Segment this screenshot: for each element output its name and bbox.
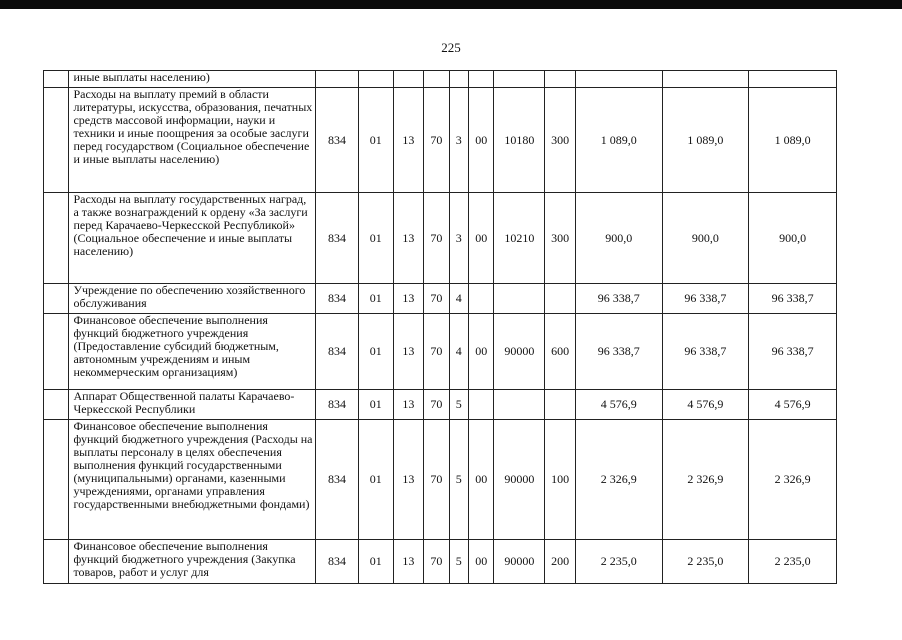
subsection-code: 13 bbox=[393, 284, 424, 314]
row-index-cell bbox=[44, 88, 69, 193]
program-code: 70 bbox=[424, 314, 449, 390]
subsection-code: 13 bbox=[393, 88, 424, 193]
expense-type-code: 100 bbox=[545, 420, 576, 540]
subsection-code: 13 bbox=[393, 420, 424, 540]
table-row bbox=[44, 88, 837, 193]
expense-type-code: 300 bbox=[545, 88, 576, 193]
scan-top-border bbox=[0, 0, 902, 9]
expense-name: Расходы на выплату премий в области литературы, искусства, образования, печатных средств массовой информации, науки и техники и иные поощрения за особые заслуги перед государством (Социальное обеспечение и иные выплаты населению) bbox=[69, 88, 316, 193]
expense-name: Расходы на выплату государственных наград, а также вознаграждений к ордену «За заслуги перед Карачаево-Черкесской Республикой» (Социальное обеспечение и иные выплаты населению) bbox=[69, 193, 316, 284]
subprogram-code: 5 bbox=[449, 390, 468, 420]
expense-name: Финансовое обеспечение выполнения функций бюджетного учреждения (Расходы на выплаты персоналу в целях обеспечения выполнения функций государственными (муниципальными) органами, казенными учреждениями, органами управления государственными внебюджетными фондами) bbox=[69, 420, 316, 540]
subprogram-code: 4 bbox=[449, 284, 468, 314]
row-index-cell bbox=[44, 540, 69, 584]
ministry-code: 834 bbox=[316, 390, 359, 420]
amount-year-3: 96 338,7 bbox=[749, 284, 837, 314]
amount-year-1: 96 338,7 bbox=[575, 314, 662, 390]
amount-year-2: 2 326,9 bbox=[662, 420, 749, 540]
row-index-cell bbox=[44, 420, 69, 540]
row-index-cell bbox=[44, 284, 69, 314]
subprogram-code: 4 bbox=[449, 314, 468, 390]
amount-year-3: 1 089,0 bbox=[749, 88, 837, 193]
activity-code: 00 bbox=[468, 314, 493, 390]
activity-code: 00 bbox=[468, 420, 493, 540]
subsection-code bbox=[393, 71, 424, 88]
program-code: 70 bbox=[424, 284, 449, 314]
section-code: 01 bbox=[358, 314, 393, 390]
activity-code: 00 bbox=[468, 540, 493, 584]
section-code: 01 bbox=[358, 390, 393, 420]
program-code: 70 bbox=[424, 88, 449, 193]
budget-table bbox=[43, 70, 837, 584]
amount-year-1 bbox=[575, 71, 662, 88]
program-code: 70 bbox=[424, 540, 449, 584]
section-code: 01 bbox=[358, 420, 393, 540]
ministry-code: 834 bbox=[316, 540, 359, 584]
table-row bbox=[44, 390, 837, 420]
subsection-code: 13 bbox=[393, 540, 424, 584]
activity-code bbox=[468, 284, 493, 314]
table-row bbox=[44, 71, 837, 88]
section-code: 01 bbox=[358, 88, 393, 193]
table-row bbox=[44, 420, 837, 540]
direction-code bbox=[494, 71, 545, 88]
program-code: 70 bbox=[424, 390, 449, 420]
amount-year-2: 2 235,0 bbox=[662, 540, 749, 584]
program-code: 70 bbox=[424, 420, 449, 540]
direction-code: 90000 bbox=[494, 314, 545, 390]
amount-year-1: 2 235,0 bbox=[575, 540, 662, 584]
ministry-code: 834 bbox=[316, 193, 359, 284]
expense-name: Финансовое обеспечение выполнения функций бюджетного учреждения (Закупка товаров, работ и услуг для bbox=[69, 540, 316, 584]
subprogram-code: 5 bbox=[449, 540, 468, 584]
expense-name: иные выплаты населению) bbox=[69, 71, 316, 88]
program-code: 70 bbox=[424, 193, 449, 284]
activity-code: 00 bbox=[468, 193, 493, 284]
subprogram-code bbox=[449, 71, 468, 88]
subsection-code: 13 bbox=[393, 390, 424, 420]
expense-type-code bbox=[545, 390, 576, 420]
section-code: 01 bbox=[358, 284, 393, 314]
direction-code bbox=[494, 390, 545, 420]
direction-code: 90000 bbox=[494, 540, 545, 584]
amount-year-1: 1 089,0 bbox=[575, 88, 662, 193]
table-row bbox=[44, 540, 837, 584]
activity-code bbox=[468, 390, 493, 420]
program-code bbox=[424, 71, 449, 88]
page-number: 225 bbox=[441, 40, 461, 55]
amount-year-2 bbox=[662, 71, 749, 88]
amount-year-2: 96 338,7 bbox=[662, 284, 749, 314]
expense-type-code bbox=[545, 284, 576, 314]
ministry-code bbox=[316, 71, 359, 88]
amount-year-2: 4 576,9 bbox=[662, 390, 749, 420]
ministry-code: 834 bbox=[316, 420, 359, 540]
amount-year-3: 900,0 bbox=[749, 193, 837, 284]
subsection-code: 13 bbox=[393, 193, 424, 284]
section-code: 01 bbox=[358, 193, 393, 284]
amount-year-2: 96 338,7 bbox=[662, 314, 749, 390]
expense-type-code bbox=[545, 71, 576, 88]
amount-year-1: 4 576,9 bbox=[575, 390, 662, 420]
direction-code: 90000 bbox=[494, 420, 545, 540]
amount-year-3: 96 338,7 bbox=[749, 314, 837, 390]
table-row bbox=[44, 284, 837, 314]
direction-code: 10180 bbox=[494, 88, 545, 193]
amount-year-3 bbox=[749, 71, 837, 88]
amount-year-1: 2 326,9 bbox=[575, 420, 662, 540]
amount-year-2: 1 089,0 bbox=[662, 88, 749, 193]
expense-name: Учреждение по обеспечению хозяйственного обслуживания bbox=[69, 284, 316, 314]
subprogram-code: 5 bbox=[449, 420, 468, 540]
expense-type-code: 300 bbox=[545, 193, 576, 284]
expense-name: Финансовое обеспечение выполнения функций бюджетного учреждения (Предоставление субсидий бюджетным, автономным учреждениям и иным некоммерческим организациям) bbox=[69, 314, 316, 390]
subprogram-code: 3 bbox=[449, 193, 468, 284]
amount-year-3: 4 576,9 bbox=[749, 390, 837, 420]
subprogram-code: 3 bbox=[449, 88, 468, 193]
ministry-code: 834 bbox=[316, 88, 359, 193]
activity-code: 00 bbox=[468, 88, 493, 193]
row-index-cell bbox=[44, 193, 69, 284]
amount-year-1: 96 338,7 bbox=[575, 284, 662, 314]
amount-year-1: 900,0 bbox=[575, 193, 662, 284]
row-index-cell bbox=[44, 71, 69, 88]
expense-name: Аппарат Общественной палаты Карачаево-Черкесской Республики bbox=[69, 390, 316, 420]
subsection-code: 13 bbox=[393, 314, 424, 390]
amount-year-3: 2 235,0 bbox=[749, 540, 837, 584]
direction-code bbox=[494, 284, 545, 314]
activity-code bbox=[468, 71, 493, 88]
ministry-code: 834 bbox=[316, 284, 359, 314]
section-code: 01 bbox=[358, 540, 393, 584]
amount-year-2: 900,0 bbox=[662, 193, 749, 284]
expense-type-code: 600 bbox=[545, 314, 576, 390]
table-row bbox=[44, 314, 837, 390]
row-index-cell bbox=[44, 314, 69, 390]
direction-code: 10210 bbox=[494, 193, 545, 284]
section-code bbox=[358, 71, 393, 88]
amount-year-3: 2 326,9 bbox=[749, 420, 837, 540]
table-row bbox=[44, 193, 837, 284]
ministry-code: 834 bbox=[316, 314, 359, 390]
row-index-cell bbox=[44, 390, 69, 420]
expense-type-code: 200 bbox=[545, 540, 576, 584]
